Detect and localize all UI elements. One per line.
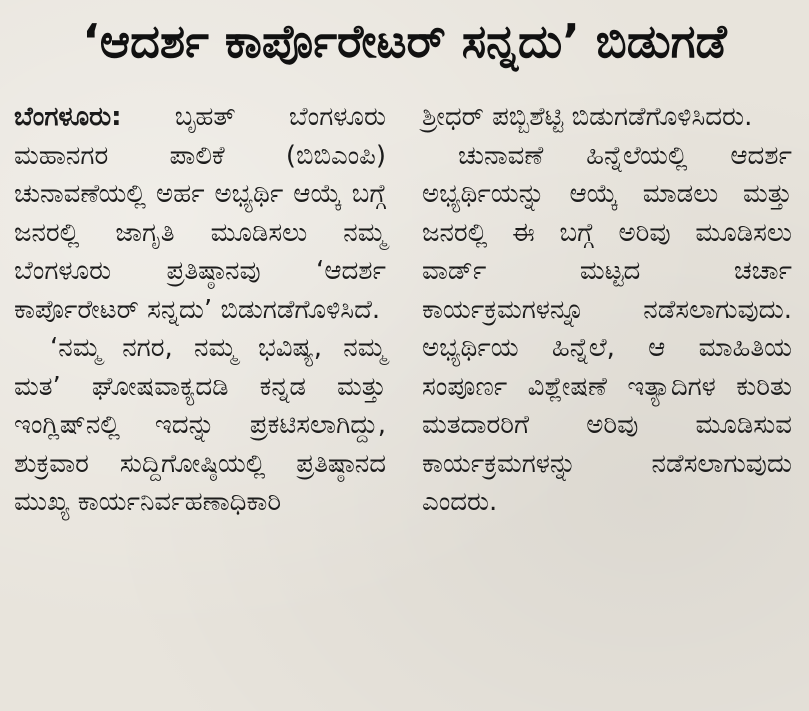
right-column	[422, 98, 792, 522]
paragraph-text: ಬೃಹತ್ ಬೆಂಗಳೂರು ಮಹಾನಗರ ಪಾಲಿಕೆ (ಬಿಬಿಎಂಪಿ) ಚುನಾವಣೆಯಲ್ಲಿ ಅರ್ಹ ಅಭ್ಯರ್ಥಿ ಆಯ್ಕೆ ಬಗ್ಗೆ ಜನರಲ್ಲಿ ಜಾಗೃತಿ ಮೂಡಿಸಲು ನಮ್ಮ ಬೆಂಗಳೂರು ಪ್ರತಿಷ್ಠಾನವು ‘ಆದರ್ಶ ಕಾರ್ಪೊರೇಟರ್ ಸನ್ನದು’ ಬಿಡುಗಡೆಗೊಳಿಸಿದೆ.	[14, 102, 386, 325]
paragraph: ಶ್ರೀಧರ್ ಪಬ್ಬಿಶೆಟ್ಟಿ ಬಿಡುಗಡೆಗೊಳಿಸಿದರು.	[422, 102, 753, 132]
paragraph: ಚುನಾವಣೆ ಹಿನ್ನೆಲೆಯಲ್ಲಿ ಆದರ್ಶ ಅಭ್ಯರ್ಥಿಯನ್ನು ಆಯ್ಕೆ ಮಾಡಲು ಮತ್ತು ಜನರಲ್ಲಿ ಈ ಬಗ್ಗೆ ಅರಿವು ಮೂಡಿಸಲು ವಾರ್ಡ್ ಮಟ್ಟದ ಚರ್ಚಾ ಕಾರ್ಯಕ್ರಮಗಳನ್ನೂ ನಡೆಸಲಾಗುವುದು. ಅಭ್ಯರ್ಥಿಯ ಹಿನ್ನೆಲೆ, ಆ ಮಾಹಿತಿಯ ಸಂಪೂರ್ಣ ವಿಶ್ಲೇಷಣೆ ಇತ್ಯಾದಿಗಳ ಕುರಿತು ಮತದಾರರಿಗೆ ಅರಿವು ಮೂಡಿಸುವ ಕಾರ್ಯಕ್ರಮಗಳನ್ನು ನಡೆಸಲಾಗುವುದು ಎಂದರು.	[422, 140, 792, 517]
left-column	[14, 98, 386, 522]
paragraph: ‘ನಮ್ಮ ನಗರ, ನಮ್ಮ ಭವಿಷ್ಯ, ನಮ್ಮ ಮತ’ ಘೋಷವಾಕ್ಯದಡಿ ಕನ್ನಡ ಮತ್ತು ಇಂಗ್ಲಿಷ್‌ನಲ್ಲಿ ಇದನ್ನು ಪ್ರಕಟಿಸಲಾಗಿದ್ದು, ಶುಕ್ರವಾರ ಸುದ್ದಿಗೋಷ್ಠಿಯಲ್ಲಿ ಪ್ರತಿಷ್ಠಾನದ ಮುಖ್ಯ ಕಾರ್ಯನಿರ್ವಹಣಾಧಿಕಾರಿ	[14, 333, 386, 517]
dateline: ಬೆಂಗಳೂರು:	[14, 102, 122, 132]
paragraph	[14, 98, 386, 329]
article-headline: ‘ಆದರ್ಶ ಕಾರ್ಪೊರೇಟರ್ ಸನ್ನದು’ ಬಿಡುಗಡೆ	[82, 14, 727, 68]
